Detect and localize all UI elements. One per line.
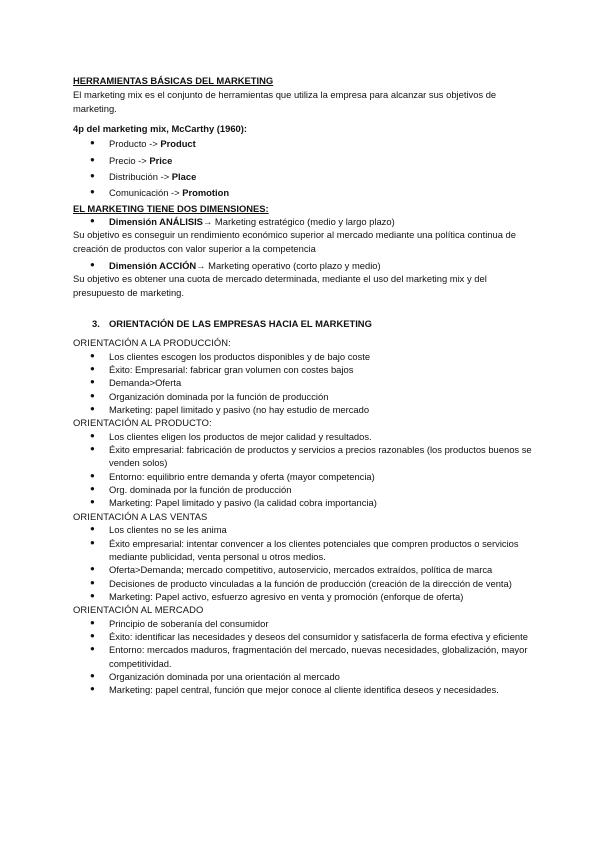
dimension-analisis-desc: Su objetivo es conseguir un rendimiento económico superior al mercado mediante una política continua de creación de productos con valor superior a la competencia — [73, 229, 516, 254]
marketing-mix-heading: 4p del marketing mix, McCarthy (1960): — [73, 123, 248, 135]
list-item: ● Marketing: Papel limitado y pasivo (la calidad cobra importancia) — [73, 496, 533, 509]
ventas-list — [73, 523, 533, 603]
list-item: ● Marketing: Papel activo, esfuerzo agresivo en venta y promoción (enforque de oferta) — [73, 590, 533, 603]
section-herramientas — [73, 74, 533, 299]
list-item: ● Marketing: papel central, función que mejor conoce al cliente identifica deseos y necesidades. — [73, 683, 533, 696]
dimension-accion — [73, 259, 533, 272]
list-item: ● Éxito empresarial: fabricación de productos y servicios a precios razonables (los productos buenos se venden solos) — [73, 443, 533, 470]
list-item: ● Distribución -> Place — [73, 170, 533, 183]
list-item: ● Éxito: identificar las necesidades y deseos del consumidor y satisfacerla de forma efectiva y eficiente — [73, 630, 533, 643]
ventas-heading: ORIENTACIÓN A LAS VENTAS — [73, 510, 208, 522]
list-item: ● Los clientes escogen los productos disponibles y de bajo coste — [73, 350, 533, 363]
dimension-accion-desc: Su objetivo es obtener una cuota de mercado determinada, mediante el uso del marketing mix y del presupuesto de marketing. — [73, 273, 487, 298]
section-title: HERRAMIENTAS BÁSICAS DEL MARKETING — [73, 75, 274, 86]
marketing-mix-list — [73, 137, 533, 199]
list-item: ● Organización dominada por una orientación al mercado — [73, 670, 533, 683]
list-item: ● Precio -> Price — [73, 154, 533, 167]
list-item: ● Entorno: mercados maduros, fragmentación del mercado, nuevas necesidades, globalización, mayor competitividad. — [73, 643, 533, 670]
list-item: ● Los clientes no se les anima — [73, 523, 533, 536]
list-item: ● Dimensión ANÁLISIS→ Marketing estratégico (medio y largo plazo) — [73, 215, 533, 228]
list-item: ● Org. dominada por la función de producción — [73, 483, 533, 496]
list-item: ● Éxito empresarial: intentar convencer a los clientes potenciales que compren productos o servicios mediante publicidad, venta personal u otros medios. — [73, 537, 533, 564]
intro-paragraph: El marketing mix es el conjunto de herramientas que utiliza la empresa para alcanzar sus objetivos de marketing. — [73, 89, 497, 114]
list-item: ● Los clientes eligen los productos de mejor calidad y resultados. — [73, 430, 533, 443]
list-item: ● Producto -> Product — [73, 137, 533, 150]
list-item: ● Organización dominada por la función de producción — [73, 390, 533, 403]
list-item: ● Demanda>Oferta — [73, 376, 533, 389]
list-item: ● Entorno: equilibrio entre demanda y oferta (mayor competencia) — [73, 470, 533, 483]
dimension-analisis — [73, 215, 533, 228]
mercado-list — [73, 617, 533, 697]
list-item: ● Oferta>Demanda; mercado competitivo, autoservicio, mercados extraídos, política de marca — [73, 563, 533, 576]
list-item: ● Comunicación -> Promotion — [73, 186, 533, 199]
list-item: ● Decisiones de producto vinculadas a la función de producción (creación de la dirección de venta) — [73, 577, 533, 590]
produccion-heading: ORIENTACIÓN A LA PRODUCCIÓN: — [73, 337, 231, 349]
section-number-heading: 3. ORIENTACIÓN DE LAS EMPRESAS HACIA EL MARKETING — [92, 318, 372, 329]
list-item: ● Éxito: Empresarial: fabricar gran volumen con costes bajos — [73, 363, 533, 376]
list-item: ● Marketing: papel limitado y pasivo (no hay estudio de mercado — [73, 403, 533, 416]
mercado-heading: ORIENTACIÓN AL MERCADO — [73, 604, 204, 616]
list-item: ● Principio de soberanía del consumidor — [73, 617, 533, 630]
producto-heading: ORIENTACIÓN AL PRODUCTO: — [73, 417, 212, 429]
list-item: ● Dimensión ACCIÓN→ Marketing operativo (corto plazo y medio) — [73, 259, 533, 272]
producto-list — [73, 430, 533, 510]
section-orientacion — [73, 317, 533, 697]
dimensions-heading: EL MARKETING TIENE DOS DIMENSIONES: — [73, 202, 269, 214]
produccion-list — [73, 350, 533, 417]
